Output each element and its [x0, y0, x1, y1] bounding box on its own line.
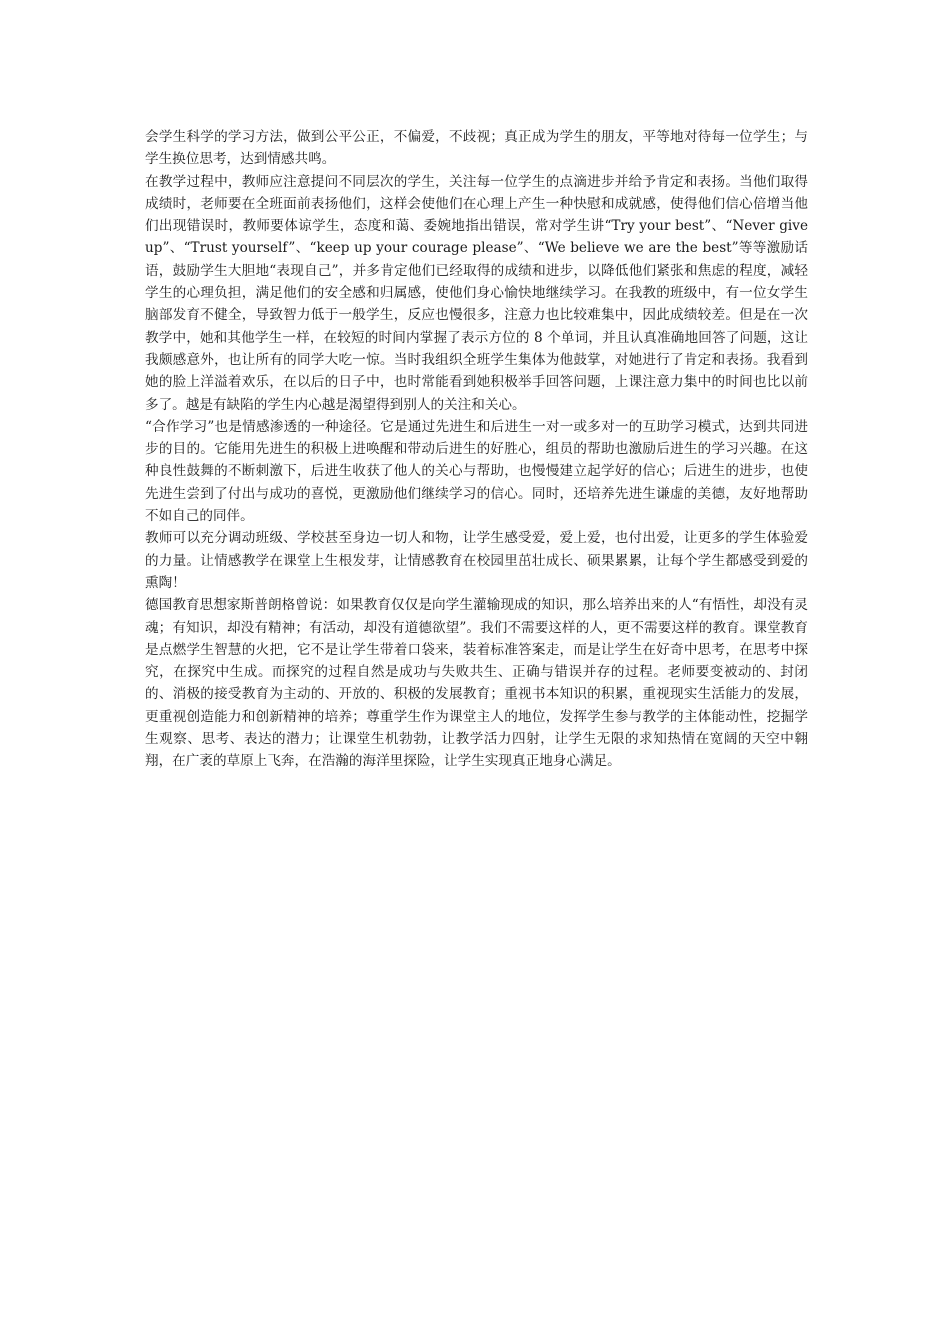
paragraph-4: 教师可以充分调动班级、学校甚至身边一切人和物，让学生感受爱，爱上爱，也付出爱，让更多的学生体验爱的力量。让情感教学在课堂上生根发芽，让情感教育在校园里茁壮成长、硕果累累，让每个学生都感受到爱的熏陶！	[145, 530, 808, 591]
paragraph-3: “合作学习”也是情感渗透的一种途径。它是通过先进生和后进生一对一或多对一的互助学习模式，达到共同进步的目的。它能用先进生的积极上进唤醒和带动后进生的好胜心，组员的帮助也激励后进生的学习兴趣。在这种良性鼓舞的不断刺激下，后进生收获了他人的关心与帮助，也慢慢建立起学好的信心；后进生的进步，也使先进生尝到了付出与成功的喜悦，更激励他们继续学习的信心。同时，还培养先进生谦虚的美德，友好地帮助不如自己的同伴。	[145, 418, 808, 525]
paragraph-2: 在教学过程中，教师应注意提问不同层次的学生，关注每一位学生的点滴进步并给予肯定和表扬。当他们取得成绩时，老师要在全班面前表扬他们，这样会使他们在心理上产生一种快慰和成就感，使得他们信心倍增当他们出现错误时，教师要体谅学生，态度和蔼、委婉地指出错误，常对学生讲“Try your best”、“Never give up”、“Trust yourself”、“keep up your courage please”、“We believe we are the best”等等激励话语，鼓励学生大胆地“表现自己”，并多肯定他们已经取得的成绩和进步，以降低他们紧张和焦虑的程度，减轻学生的心理负担，满足他们的安全感和归属感，使他们身心愉快地继续学习。在我教的班级中，有一位女学生脑部发育不健全，导致智力低于一般学生，反应也慢很多，注意力也比较难集中，因此成绩较差。但是在一次教学中，她和其他学生一样，在较短的时间内掌握了表示方位的 8 个单词，并且认真准确地回答了问题，这让我颇感意外，也让所有的同学大吃一惊。当时我组织全班学生集体为他鼓掌，对她进行了肯定和表扬。我看到她的脸上洋溢着欢乐，在以后的日子中，也时常能看到她积极举手回答问题，上课注意力集中的时间也比以前多了。越是有缺陷的学生内心越是渴望得到别人的关注和关心。	[145, 173, 808, 413]
document-body	[145, 126, 808, 773]
paragraph-1: 会学生科学的学习方法，做到公平公正，不偏爱，不歧视；真正成为学生的朋友，平等地对待每一位学生；与学生换位思考，达到情感共鸣。	[145, 129, 808, 168]
paragraph-5: 德国教育思想家斯普朗格曾说：如果教育仅仅是向学生灌输现成的知识，那么培养出来的人“有悟性，却没有灵魂；有知识，却没有精神；有活动，却没有道德欲望”。我们不需要这样的人，更不需要这样的教育。课堂教育是点燃学生智慧的火把，它不是让学生带着口袋来，装着标准答案走，而是让学生在好奇中思考，在思考中探究，在探究中生成。而探究的过程自然是成功与失败共生、正确与错误并存的过程。老师要变被动的、封闭的、消极的接受教育为主动的、开放的、积极的发展教育；重视书本知识的积累，重视现实生活能力的发展，更重视创造能力和创新精神的培养；尊重学生作为课堂主人的地位，发挥学生参与教学的主体能动性，挖掘学生观察、思考、表达的潜力；让课堂生机勃勃，让教学活力四射，让学生无限的求知热情在宽阔的天空中翱翔，在广袤的草原上飞奔，在浩瀚的海洋里探险，让学生实现真正地身心满足。	[145, 597, 808, 770]
